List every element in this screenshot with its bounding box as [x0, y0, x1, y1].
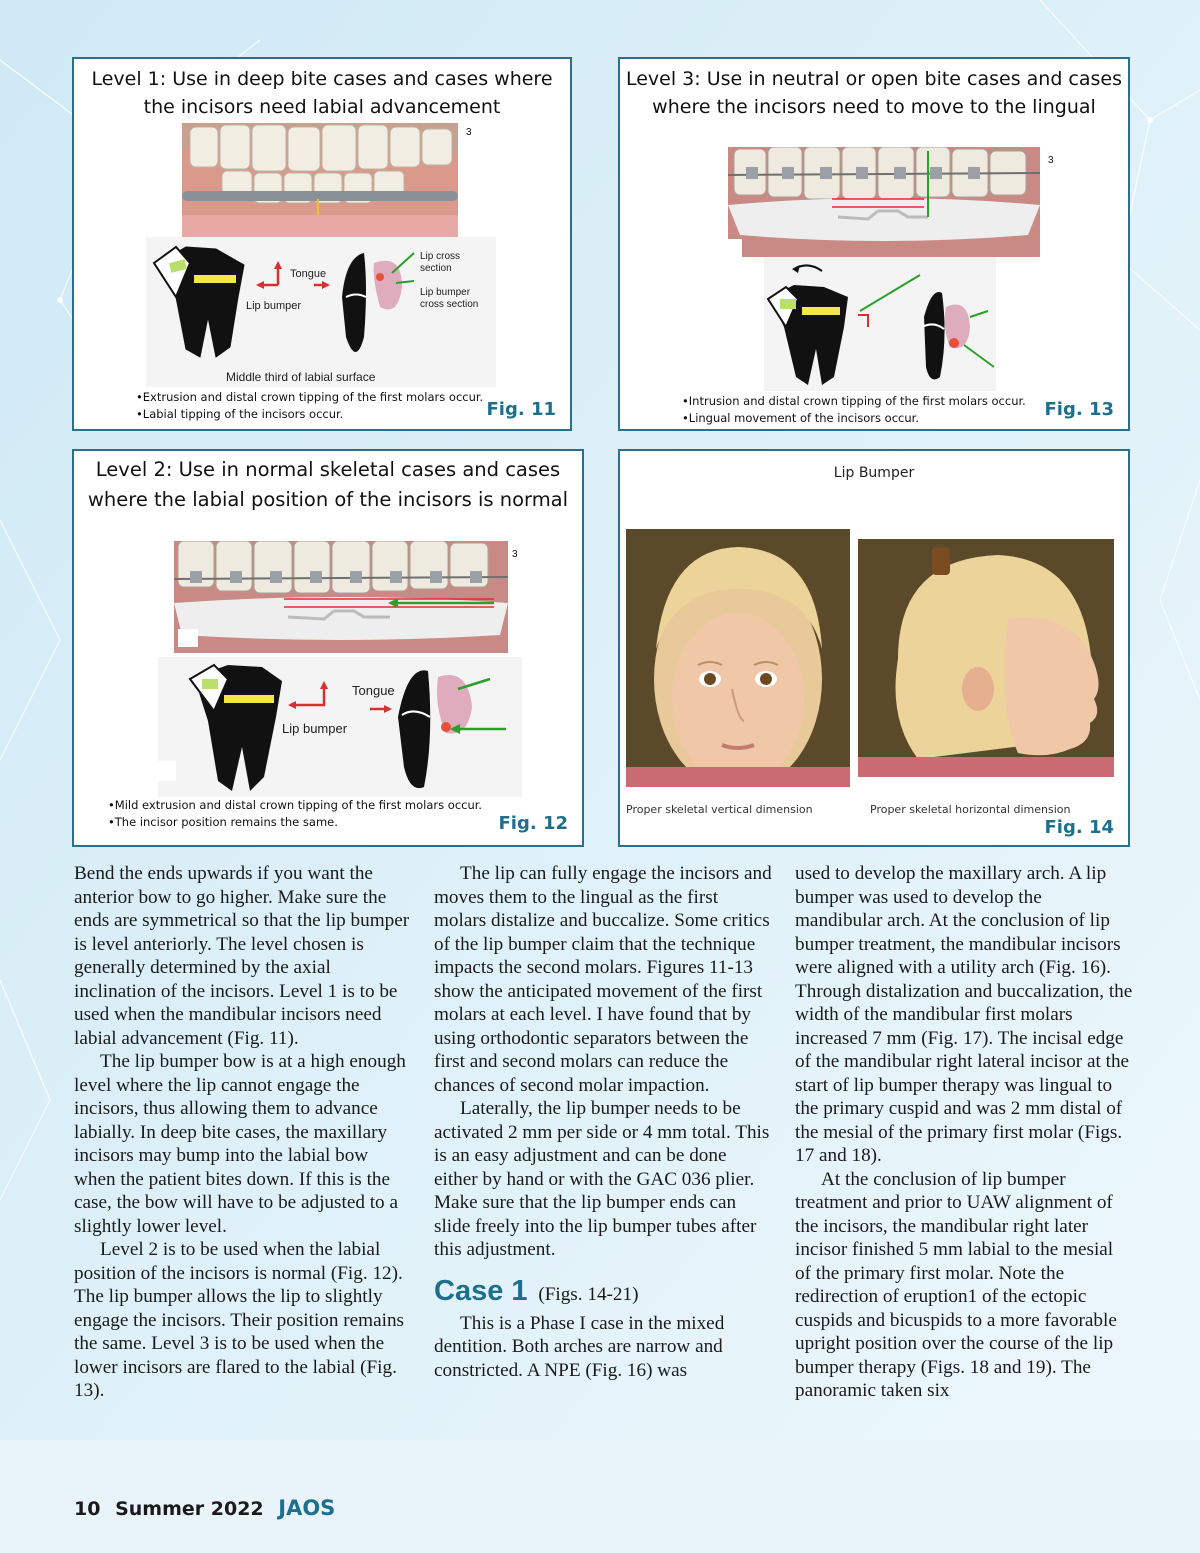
fig12-bullets [108, 797, 482, 831]
journal-name: JAOS [278, 1496, 336, 1520]
col1-paragraph-1: Bend the ends upwards if you want the anterior bow to go higher. Make sure the ends are symmetrical so that the lip bumper is level anteriorly. The level chosen is generally determined by the axial inclination of the incisors. Level 1 is to be used when the mandibular incisors need labial advancement (Fig. 11). [74, 863, 410, 1049]
fig12-tongue-label: Tongue [352, 683, 395, 698]
col2-paragraph-1: The lip can fully engage the incisors and moves them to the lingual as the first molars distalize and buccalize. Some critics of the lip bumper claim that the technique impacts the second molars. Figures 11-13 show the anticipated movement of the first molars at each level. I have found that by using orthodontic separators between the first and second molars can reduce the chances of second molar impaction. [434, 863, 772, 1096]
fig13-title [620, 65, 1128, 121]
fig13-teeth-photo [728, 147, 1040, 257]
fig11-marker: 3 [466, 127, 472, 138]
case-figs-ref: (Figs. 14-21) [538, 1283, 639, 1305]
col3-paragraph-2: At the conclusion of lip bumper treatment and prior to UAW alignment of the incisors, the mandibular right later incisor finished 5 mm labial to the mesial of the primary first molar. Note the redirection of eruption1 of the ectopic cuspids and bicuspids to a more favorable upright position over the course of the lip bumper therapy (Figs. 18 and 19). The panoramic taken six [795, 1168, 1117, 1401]
fig11-title [74, 65, 570, 121]
case-heading: Case 1 [434, 1274, 528, 1307]
fig14-caption-right: Proper skeletal horizontal dimension [870, 803, 1071, 816]
fig12-lipbumper-label: Lip bumper [282, 721, 348, 736]
fig13-bullet-1: •Intrusion and distal crown tipping of the first molars occur. [682, 394, 1026, 408]
fig11-bullet-2: •Labial tipping of the incisors occur. [136, 407, 344, 421]
page-footer [74, 1496, 335, 1520]
fig14-label: Fig. 14 [1044, 817, 1114, 838]
fig12-marker: 3 [512, 549, 518, 560]
fig11-lipbumpercross-label: Lip bumper [420, 287, 471, 298]
fig12-title-line2: where the labial position of the incisors is normal [87, 488, 569, 511]
col3-paragraph-1: used to develop the maxillary arch. A lip bumper was used to develop the mandibular arch. At the conclusion of lip bumper treatment, the mandibular incisors were aligned with a utility arch (Fig. 16). Through distalization and buccalization, the width of the mandibular first molars increased 7 mm (Fig. 17). The incisal edge of the mandibular right lateral incisor at the start of lip bumper therapy was lingual to the primary cuspid and was 2 mm distal of the mesial of the primary first molar (Figs. 17 and 18). [795, 863, 1133, 1166]
fig13-diagram [764, 257, 996, 391]
fig13-bullets [682, 393, 1026, 427]
figure-13 [618, 57, 1130, 431]
fig11-title-line2: the incisors need labial advancement [143, 96, 501, 118]
fig12-title [74, 455, 582, 515]
text-column-1 [74, 862, 412, 1403]
fig13-title-line1: Level 3: Use in neutral or open bite cases and cases [625, 68, 1123, 90]
col1-paragraph-2: The lip bumper bow is at a high enough level where the lip cannot engage the incisors, thus allowing them to advance labially. In deep bite cases, the maxillary incisors may bump into the labial bow when the patient bites down. If this is the case, the bow will have to be adjusted to a slightly lower level. [74, 1051, 406, 1237]
figure-12 [72, 449, 584, 847]
fig11-teeth-photo [182, 123, 458, 237]
fig11-middlethird-label: Middle third of labial surface [226, 370, 376, 384]
fig13-marker: 3 [1048, 155, 1054, 166]
fig12-title-line1: Level 2: Use in normal skeletal cases and cases [95, 458, 561, 481]
text-column-3 [795, 862, 1133, 1403]
fig12-teeth-photo [174, 541, 508, 653]
fig11-bullet-1: •Extrusion and distal crown tipping of the first molars occur. [136, 390, 484, 404]
fig13-bullet-2: •Lingual movement of the incisors occur. [682, 411, 919, 425]
fig12-label: Fig. 12 [498, 813, 568, 834]
fig14-title: Lip Bumper [833, 465, 915, 481]
issue-label: Summer 2022 [115, 1498, 264, 1520]
col2-paragraph-3: This is a Phase I case in the mixed dentition. Both arches are narrow and constricted. A NPE (Fig. 16) was [434, 1312, 725, 1381]
fig12-bullet-1: •Mild extrusion and distal crown tipping of the first molars occur. [108, 798, 483, 812]
fig14-profile-photo [858, 539, 1114, 777]
col1-paragraph-3: Level 2 is to be used when the labial position of the incisors is normal (Fig. 12). The lip bumper allows the lip to slightly engage the incisors. Their position remains the same. Level 3 is to be used when the lower incisors are flared to the labial (Fig. 13). [74, 1239, 405, 1401]
fig13-title-line2: where the incisors need to move to the lingual [652, 96, 1096, 118]
fig11-tongue-label: Tongue [290, 268, 327, 280]
fig11-lipbumpercross-label2: cross section [420, 299, 479, 310]
fig11-title-line1: Level 1: Use in deep bite cases and cases where [91, 68, 553, 90]
fig14-frontal-photo [626, 529, 850, 787]
figure-11 [72, 57, 572, 431]
fig12-bullet-2: •The incisor position remains the same. [108, 815, 338, 829]
fig11-lipcross-label2: section [420, 263, 452, 274]
figure-14 [618, 449, 1130, 847]
fig11-lipbumper-label: Lip bumper [246, 300, 302, 312]
fig11-lipcross-label: Lip cross [420, 251, 461, 262]
fig11-diagram [146, 237, 496, 387]
fig11-label: Fig. 11 [486, 399, 556, 420]
fig14-caption-left: Proper skeletal vertical dimension [626, 803, 813, 816]
fig12-diagram [158, 657, 522, 797]
case-heading-row [434, 1274, 772, 1312]
fig11-bullets [136, 389, 483, 423]
fig13-label: Fig. 13 [1044, 399, 1114, 420]
text-column-2 [434, 862, 772, 1382]
col2-paragraph-2: Laterally, the lip bumper needs to be activated 2 mm per side or 4 mm total. This is an easy adjustment and can be done either by hand or with the GAC 036 plier. Make sure that the lip bumper ends can slide freely into the lip bumper tubes after this adjustment. [434, 1098, 770, 1260]
page-number: 10 [74, 1498, 101, 1520]
